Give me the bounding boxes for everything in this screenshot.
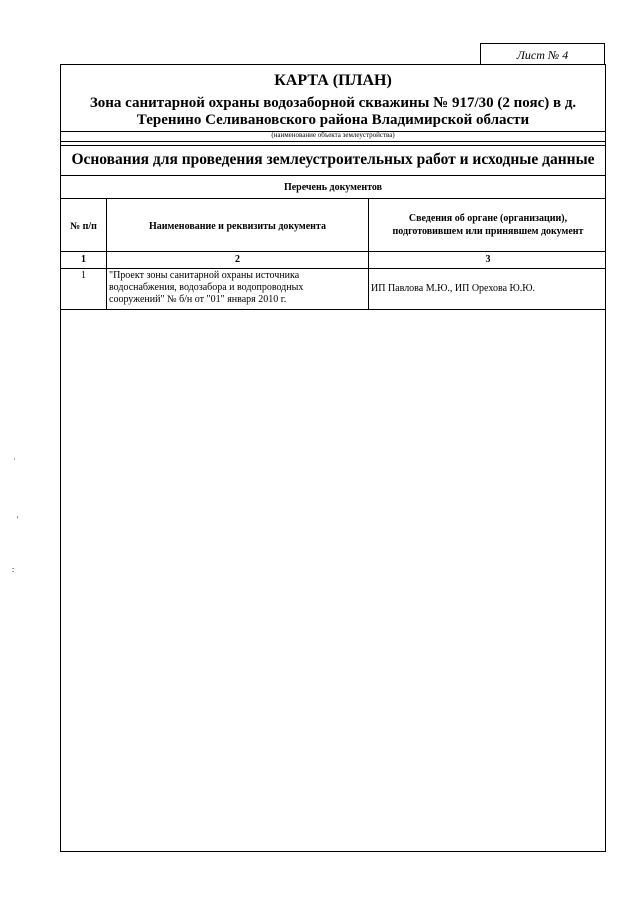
column-header-document: Наименование и реквизиты документа	[149, 221, 326, 232]
table-row-number: 1	[81, 270, 86, 281]
divider	[61, 268, 605, 269]
section-title: Основания для проведения землеустроительных работ и исходные данные	[71, 151, 595, 168]
document-line-3: сооружений" № б/н от "01" января 2010 г.	[109, 294, 287, 305]
object-name	[71, 95, 595, 129]
scan-mark: ·	[13, 455, 16, 464]
document-frame	[60, 64, 606, 852]
divider	[61, 175, 605, 176]
column-header-organization	[369, 212, 607, 238]
divider	[61, 141, 605, 142]
object-name-line-2: Теренино Селивановского района Владимирской области	[136, 112, 530, 128]
divider	[61, 251, 605, 252]
object-name-caption: (наименование объекта землеустройства)	[271, 131, 395, 139]
scan-mark: '	[17, 515, 19, 524]
table-row-document	[109, 270, 367, 306]
table-row-organization: ИП Павлова М.Ю., ИП Орехова Ю.Ю.	[371, 283, 536, 294]
column-number: 2	[235, 254, 240, 265]
column-header-organization-line-1: Сведения об органе (организации),	[408, 213, 568, 224]
document-title: КАРТА (ПЛАН)	[274, 72, 392, 89]
document-line-1: "Проект зоны санитарной охраны источника	[109, 270, 300, 281]
column-header-organization-line-2: подготовившем или принявшем документ	[392, 226, 584, 237]
column-number: 1	[81, 254, 86, 265]
column-header-number: № п/п	[70, 221, 97, 232]
scan-mark: :	[12, 565, 15, 574]
document-line-2: водоснабжения, водозабора и водопроводных	[109, 282, 304, 293]
divider	[61, 309, 605, 310]
sheet-number-label: Лист № 4	[480, 43, 605, 65]
column-number: 3	[485, 254, 491, 265]
divider	[61, 198, 605, 199]
documents-list-title: Перечень документов	[283, 182, 383, 193]
divider	[61, 145, 605, 146]
object-name-line-1: Зона санитарной охраны водозаборной скважины № 917/30 (2 пояс) в д.	[89, 95, 577, 111]
